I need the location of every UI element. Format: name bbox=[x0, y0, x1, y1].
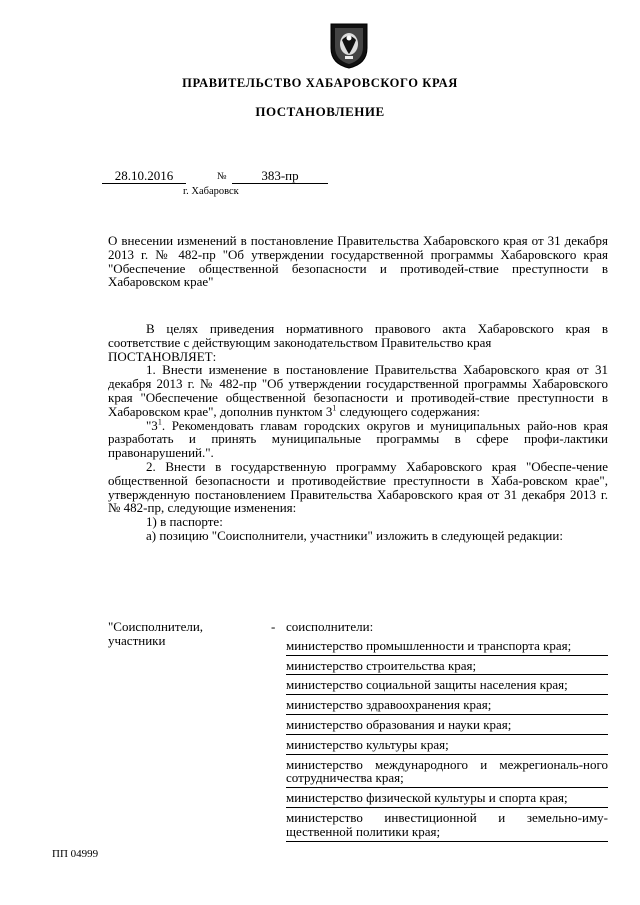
number-sign: № bbox=[217, 171, 227, 182]
coat-of-arms-icon bbox=[328, 20, 370, 70]
list-item: министерство социальной защиты населения края; bbox=[286, 678, 608, 695]
item-1-text-end: следующего содержания: bbox=[336, 403, 480, 419]
list-item: министерство здравоохранения края; bbox=[286, 698, 608, 715]
list-item: министерство физической культуры и спорта края; bbox=[286, 791, 608, 808]
table-label: "Соисполнители, участники bbox=[108, 619, 204, 648]
paragraph-item-3-1 bbox=[108, 419, 608, 460]
item-1-text: 1. Внести изменение в постановление Правительства Хабаровского края от 31 декабря 2013 г. № 482-пр "Об утверждении государственной программы Хабаровского края "Обеспечение общественной безопасности и противодей-ствие преступности в Хабаровском крае", дополнив пунктом 3 bbox=[108, 362, 608, 419]
document-city: г. Хабаровск bbox=[183, 186, 239, 197]
list-item: министерство образования и науки края; bbox=[286, 718, 608, 735]
document-number: 383-пр bbox=[232, 168, 328, 184]
list-item: министерство международного и межрегиональ-ного сотрудничества края; bbox=[286, 758, 608, 789]
document-type: ПОСТАНОВЛЕНИЕ bbox=[255, 104, 385, 119]
item-3-1-number: "3 bbox=[146, 417, 158, 433]
item-3-1-text: . Рекомендовать главам городских округов и муниципальных райо-нов края разработать и принять муниципальные программы в сфере профи-лактики правонарушений.". bbox=[108, 417, 608, 461]
table-dash: - bbox=[271, 619, 276, 634]
item-3-1-superscript: 1 bbox=[157, 417, 162, 427]
document-subject: О внесении изменений в постановление Правительства Хабаровского края от 31 декабря 2013 г. № 482-пр "Об утверждении государственной программы Хабаровского края "Обеспечение общественной безопасности и противодей-ствие преступности в Хабаровском крае" bbox=[108, 233, 608, 290]
paragraph-subitem-a: а) позицию "Соисполнители, участники" изложить в следующей редакции: bbox=[146, 527, 563, 543]
document-date: 28.10.2016 bbox=[102, 168, 186, 184]
paragraph-item-2: 2. Внести в государственную программу Хабаровского края "Обеспе-чение общественной безопасности и противодействие преступности в Хаба-ровском крае", утвержденную постановлением Правительства Хабаровского края от 31 декабря 2013 г. № 482-пр, следующие изменения: bbox=[108, 458, 608, 516]
list-item: министерство культуры края; bbox=[286, 738, 608, 755]
list-item: министерство строительства края; bbox=[286, 659, 608, 676]
item-1-superscript: 1 bbox=[332, 403, 337, 413]
list-item: министерство промышленности и транспорта края; bbox=[286, 639, 608, 656]
list-item: соисполнители: bbox=[286, 619, 374, 634]
document-body bbox=[108, 322, 608, 543]
paragraph-item-1 bbox=[108, 363, 608, 418]
footer-code: ПП 04999 bbox=[52, 848, 99, 860]
government-name: ПРАВИТЕЛЬСТВО ХАБАРОВСКОГО КРАЯ bbox=[182, 76, 458, 90]
paragraph-subitem-1: 1) в паспорте: bbox=[146, 514, 223, 530]
paragraph-preamble: В целях приведения нормативного правового акта Хабаровского края в соответствие с действующим законодательством Правительство края bbox=[108, 321, 608, 350]
table-items bbox=[286, 620, 608, 845]
list-item: министерство инвестиционной и земельно-иму-щественной политики края; bbox=[286, 811, 608, 842]
paragraph-resolves: ПОСТАНОВЛЯЕТ: bbox=[108, 348, 217, 364]
